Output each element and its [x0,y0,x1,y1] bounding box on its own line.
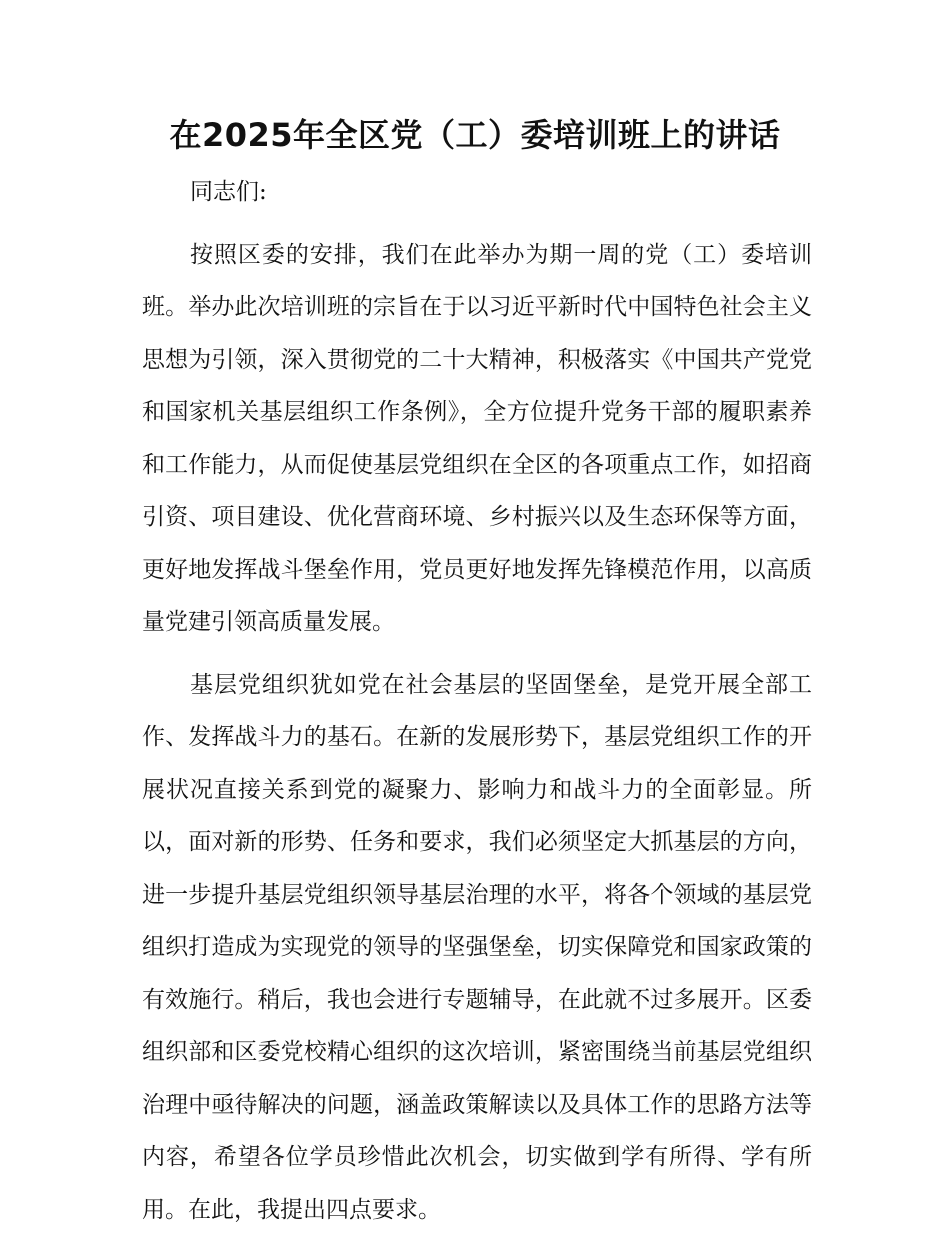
document-title: 在2025年全区党（工）委培训班上的讲话 [0,112,950,158]
paragraph: 按照区委的安排，我们在此举办为期一周的党（工）委培训班。举办此次培训班的宗旨在于以习近平新时代中国特色社会主义思想为引领，深入贯彻党的二十大精神，积极落实《中国共产党党和国家机关基层组织工作条例》，全方位提升党务干部的履职素养和工作能力，从而促使基层党组织在全区的各项重点工作，如招商引资、项目建设、优化营商环境、乡村振兴以及生态环保等方面，更好地发挥战斗堡垒作用，党员更好地发挥先锋模范作用，以高质量党建引领高质量发展。 [142,229,812,649]
paragraph: 基层党组织犹如党在社会基层的坚固堡垒，是党开展全部工作、发挥战斗力的基石。在新的发展形势下，基层党组织工作的开展状况直接关系到党的凝聚力、影响力和战斗力的全面彰显。所以，面对新的形势、任务和要求，我们必须坚定大抓基层的方向，进一步提升基层党组织领导基层治理的水平，将各个领域的基层党组织打造成为实现党的领导的坚强堡垒，切实保障党和国家政策的有效施行。稍后，我也会进行专题辅导，在此就不过多展开。区委组织部和区委党校精心组织的这次培训，紧密围绕当前基层党组织治理中亟待解决的问题，涵盖政策解读以及具体工作的思路方法等内容，希望各位学员珍惜此次机会，切实做到学有所得、学有所用。在此，我提出四点要求。 [142,659,812,1236]
document-body [142,166,812,1236]
spacer [142,649,812,659]
salutation: 同志们: [142,166,812,219]
spacer [142,219,812,229]
